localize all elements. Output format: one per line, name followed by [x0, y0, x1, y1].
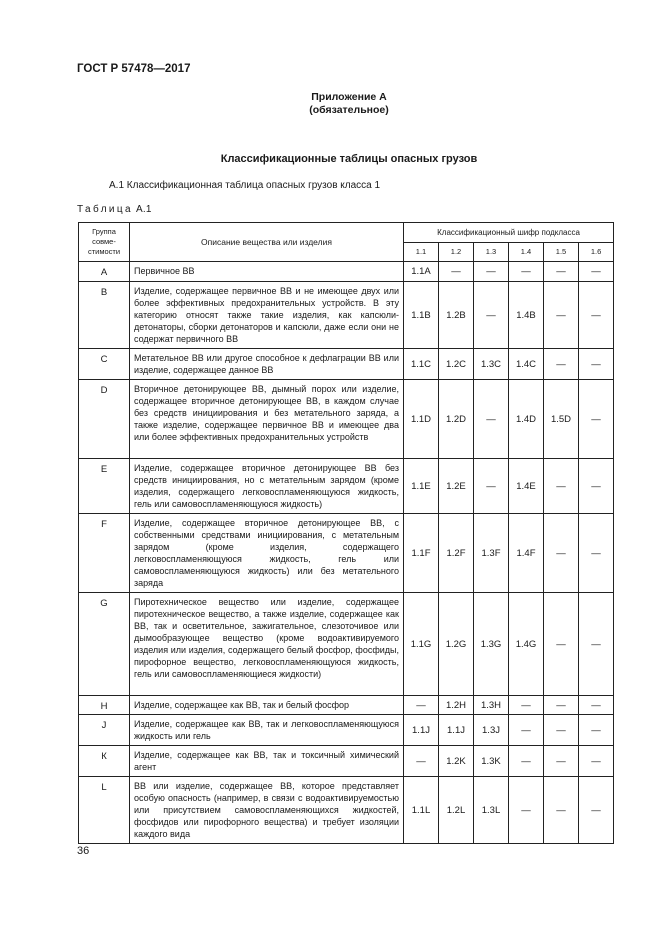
code-cell: 1.1J	[404, 715, 439, 746]
code-cell: —	[544, 715, 579, 746]
code-cell: 1.2K	[439, 746, 474, 777]
subclass-header: 1.1	[404, 243, 439, 262]
code-cell: 1.3J	[474, 715, 509, 746]
code-cell: 1.1F	[404, 514, 439, 593]
table-row	[79, 746, 614, 777]
code-cell: 1.1A	[404, 262, 439, 282]
group-cell: F	[79, 514, 130, 593]
code-cell: —	[544, 593, 579, 696]
code-cell: —	[474, 459, 509, 514]
header-description: Описание вещества или изделия	[130, 223, 404, 262]
code-cell: 1.1G	[404, 593, 439, 696]
code-cell: —	[544, 459, 579, 514]
code-cell: 1.5D	[544, 380, 579, 459]
code-cell: 1.2H	[439, 696, 474, 715]
code-cell: 1.3K	[474, 746, 509, 777]
code-cell: 1.2D	[439, 380, 474, 459]
description-cell: Изделие, содержащее как ВВ, так и токсичный химический агент	[130, 746, 404, 777]
code-cell: —	[579, 593, 614, 696]
subclass-header: 1.6	[579, 243, 614, 262]
group-cell: D	[79, 380, 130, 459]
table-row	[79, 514, 614, 593]
code-cell: 1.4E	[509, 459, 544, 514]
code-cell: 1.1D	[404, 380, 439, 459]
code-cell: —	[544, 696, 579, 715]
code-cell: —	[579, 696, 614, 715]
code-cell: 1.3L	[474, 777, 509, 844]
section-heading: А.1 Классификационная таблица опасных грузов класса 1	[109, 180, 381, 191]
code-cell: —	[544, 262, 579, 282]
table-row	[79, 380, 614, 459]
code-cell: —	[509, 746, 544, 777]
code-cell: 1.1B	[404, 282, 439, 349]
group-cell: C	[79, 349, 130, 380]
code-cell: —	[544, 746, 579, 777]
group-cell: L	[79, 777, 130, 844]
code-cell: —	[509, 696, 544, 715]
table-row	[79, 282, 614, 349]
description-cell: Пиротехническое вещество или изделие, содержащее пиротехническое вещество, а также изделие, содержащее как ВВ, так и осветительное, зажигательное, слезоточивое или дымообразующее вещество (кроме водоактивируемого изделия или изделия, содержащего белый фосфор, фосфиды, пирофорное вещество, легковоспламеняющуюся жидкость, гель или самовоспламеняющиеся жидкости)	[130, 593, 404, 696]
group-cell: G	[79, 593, 130, 696]
code-cell: —	[544, 282, 579, 349]
code-cell: —	[579, 262, 614, 282]
description-cell: Первичное ВВ	[130, 262, 404, 282]
group-cell: E	[79, 459, 130, 514]
description-cell: Изделие, содержащее вторичное детонирующее ВВ, с собственными средствами инициирования, с метательным зарядом (кроме изделия, содержащего легковоспламеняющуюся жидкость, гель или самовоспламеняющуюся жидкость) или без метательного заряда	[130, 514, 404, 593]
table-row	[79, 715, 614, 746]
code-cell: —	[579, 514, 614, 593]
code-cell: 1.3F	[474, 514, 509, 593]
code-cell: —	[474, 380, 509, 459]
code-cell: —	[544, 514, 579, 593]
appendix-title: Приложение А	[311, 91, 387, 103]
code-cell: 1.2B	[439, 282, 474, 349]
code-cell: 1.1E	[404, 459, 439, 514]
code-cell: 1.2E	[439, 459, 474, 514]
code-cell: —	[544, 349, 579, 380]
code-cell: —	[579, 459, 614, 514]
code-cell: 1.4F	[509, 514, 544, 593]
code-cell: —	[579, 715, 614, 746]
subclass-header: 1.2	[439, 243, 474, 262]
code-cell: —	[404, 696, 439, 715]
code-cell: 1.2L	[439, 777, 474, 844]
table-row	[79, 696, 614, 715]
code-cell: —	[579, 777, 614, 844]
code-cell: 1.4B	[509, 282, 544, 349]
code-cell: 1.4C	[509, 349, 544, 380]
group-cell: К	[79, 746, 130, 777]
code-cell: 1.4G	[509, 593, 544, 696]
code-cell: —	[579, 746, 614, 777]
code-cell: 1.3G	[474, 593, 509, 696]
code-cell: —	[474, 262, 509, 282]
description-cell: Изделие, содержащее как ВВ, так и легковоспламеняющуюся жидкость или гель	[130, 715, 404, 746]
appendix-type: (обязательное)	[309, 104, 389, 116]
code-cell: 1.1J	[439, 715, 474, 746]
subclass-header: 1.5	[544, 243, 579, 262]
description-cell: Метательное ВВ или другое способное к дефлаграции ВВ или изделие, содержащее данное ВВ	[130, 349, 404, 380]
group-cell: H	[79, 696, 130, 715]
table-label-word: Таблица	[77, 204, 134, 215]
code-cell: —	[474, 282, 509, 349]
standard-number: ГОСТ Р 57478—2017	[77, 63, 191, 75]
header-group-line1: Группа	[92, 227, 116, 236]
code-cell: 1.4D	[509, 380, 544, 459]
header-code: Классификационный шифр подкласса	[404, 223, 614, 243]
code-cell: 1.1L	[404, 777, 439, 844]
table-row	[79, 459, 614, 514]
classification-table	[78, 222, 614, 844]
code-cell: 1.2G	[439, 593, 474, 696]
group-cell: A	[79, 262, 130, 282]
code-cell: —	[579, 349, 614, 380]
group-cell: J	[79, 715, 130, 746]
description-cell: Вторичное детонирующее ВВ, дымный порох или изделие, содержащее вторичное детонирующее ВВ, в каждом случае без средств инициирования и без метательного заряда, а также изделие, содержащее первичное ВВ и имеющее два или более эффективных предохранительных устройств	[130, 380, 404, 459]
description-cell: Изделие, содержащее первичное ВВ и не имеющее двух или более эффективных предохранительных устройств. В эту категорию относят также такие изделия, как капсюли-детонаторы, сборки детонаторов и капсюли, даже если они не содержат первичного ВВ	[130, 282, 404, 349]
table-body	[79, 262, 614, 844]
group-cell: B	[79, 282, 130, 349]
code-cell: —	[544, 777, 579, 844]
table-row	[79, 593, 614, 696]
description-cell: ВВ или изделие, содержащее ВВ, которое представляет особую опасность (например, в связи с водоактивируемостью или присутствием самовоспламеняющихся жидкостей, фосфидов или пирофорного вещества) и требует изоляции каждого вида	[130, 777, 404, 844]
code-cell: 1.3C	[474, 349, 509, 380]
code-cell: —	[579, 282, 614, 349]
subclass-header: 1.4	[509, 243, 544, 262]
page-number: 36	[77, 845, 90, 857]
code-cell: —	[404, 746, 439, 777]
code-cell: —	[509, 715, 544, 746]
header-group	[79, 223, 130, 262]
header-group-line3: стимости	[87, 247, 121, 256]
code-cell: —	[439, 262, 474, 282]
code-cell: —	[509, 262, 544, 282]
table-label-number: А.1	[133, 204, 152, 215]
code-cell: 1.3H	[474, 696, 509, 715]
description-cell: Изделие, содержащее как ВВ, так и белый фосфор	[130, 696, 404, 715]
table-row	[79, 262, 614, 282]
table-row	[79, 777, 614, 844]
description-cell: Изделие, содержащее вторичное детонирующее ВВ без средств инициирования, но с метательным зарядом (кроме изделия, содержащего легковоспламеняющуюся жидкость, гель или самовоспламеняющуюся жидкость)	[130, 459, 404, 514]
table-row	[79, 349, 614, 380]
code-cell: 1.2F	[439, 514, 474, 593]
code-cell: —	[579, 380, 614, 459]
document-title: Классификационные таблицы опасных грузов	[220, 153, 478, 165]
code-cell: —	[509, 777, 544, 844]
code-cell: 1.2C	[439, 349, 474, 380]
table-label	[77, 204, 152, 215]
code-cell: 1.1C	[404, 349, 439, 380]
subclass-header: 1.3	[474, 243, 509, 262]
header-group-line2: совме-	[92, 237, 116, 246]
